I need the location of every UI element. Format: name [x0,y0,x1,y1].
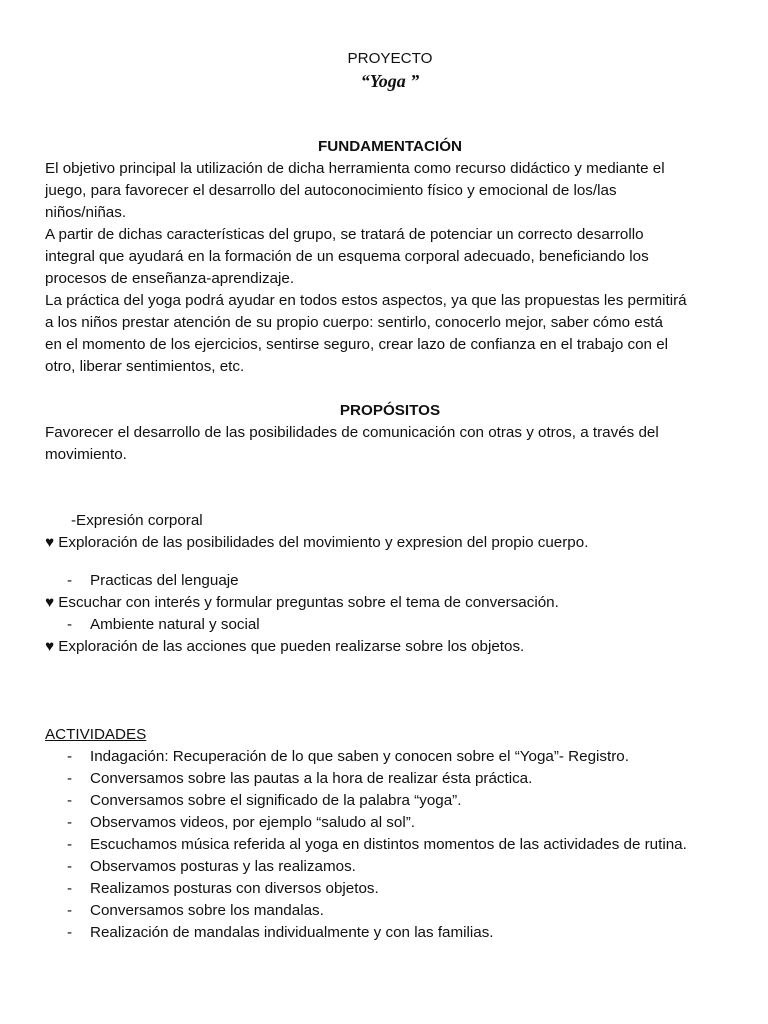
ambiente-label [45,614,735,636]
list-item-text: Escuchamos música referida al yoga en distintos momentos de las actividades de rutina. [90,836,687,853]
list-item-text: Conversamos sobre el significado de la palabra “yoga”. [90,792,462,809]
list-item [45,746,735,768]
text-line: juego, para favorecer el desarrollo del autoconocimiento físico y emocional de los/las [45,182,617,199]
dash-bullet: - [67,880,73,897]
ambiente-item: ♥ Exploración de las acciones que pueden realizarse sobre los objetos. [45,638,525,655]
lenguaje-label-text: Practicas del lenguaje [90,572,239,589]
propositos-text [45,422,735,466]
dash-bullet: - [67,572,73,589]
list-item [45,922,735,944]
text-line: integral que ayudará en la formación de un esquema corporal adecuado, beneficiando los [45,248,649,265]
text-line: en el momento de los ejercicios, sentirse seguro, crear lazo de confianza en el trabajo con el [45,336,669,353]
propositos-heading: PROPÓSITOS [339,402,441,419]
list-item-text: Observamos videos, por ejemplo “saludo al sol”. [90,814,415,831]
list-item-text: Realización de mandalas individualmente y con las familias. [90,924,494,941]
list-item-text: Indagación: Recuperación de lo que saben y conocen sobre el “Yoga”- Registro. [90,748,629,765]
list-item-text: Observamos posturas y las realizamos. [90,858,356,875]
expresion-label: -Expresión corporal [71,512,203,529]
text-line: Favorecer el desarrollo de las posibilidades de comunicación con otras y otros, a través del [45,424,659,441]
project-name: “Yoga ” [360,71,420,91]
dash-bullet: - [67,748,73,765]
dash-bullet: - [67,836,73,853]
ambiente-label-text: Ambiente natural y social [90,616,260,633]
list-item [45,878,735,900]
actividades-list [45,746,735,944]
fundamentacion-heading: FUNDAMENTACIÓN [318,138,462,155]
list-item [45,790,735,812]
text-line: La práctica del yoga podrá ayudar en todos estos aspectos, ya que las propuestas les permitirá [45,292,687,309]
expresion-item: ♥ Exploración de las posibilidades del movimiento y expresion del propio cuerpo. [45,534,589,551]
text-line: movimiento. [45,446,127,463]
list-item [45,812,735,834]
list-item [45,900,735,922]
text-line: a los niños prestar atención de su propio cuerpo: sentirlo, conocerlo mejor, saber cómo está [45,314,663,331]
text-line: procesos de enseñanza-aprendizaje. [45,270,295,287]
dash-bullet: - [67,770,73,787]
list-item-text: Conversamos sobre las pautas a la hora de realizar ésta práctica. [90,770,533,787]
text-line: otro, liberar sentimientos, etc. [45,358,245,375]
text-line: El objetivo principal la utilización de dicha herramienta como recurso didáctico y mediante el [45,160,665,177]
list-item [45,768,735,790]
document-page [45,48,735,944]
dash-bullet: - [67,924,73,941]
text-line: A partir de dichas características del grupo, se tratará de potenciar un correcto desarrollo [45,226,644,243]
text-line: niños/niñas. [45,204,127,221]
list-item [45,856,735,878]
lenguaje-label [45,570,735,592]
lenguaje-item: ♥ Escuchar con interés y formular preguntas sobre el tema de conversación. [45,594,559,611]
list-item-text: Realizamos posturas con diversos objetos. [90,880,379,897]
actividades-heading: ACTIVIDADES [45,726,147,743]
dash-bullet: - [67,858,73,875]
project-label: PROYECTO [347,50,433,67]
list-item [45,834,735,856]
dash-bullet: - [67,902,73,919]
dash-bullet: - [67,792,73,809]
fundamentacion-text [45,158,735,378]
dash-bullet: - [67,814,73,831]
list-item-text: Conversamos sobre los mandalas. [90,902,324,919]
dash-bullet: - [67,616,73,633]
